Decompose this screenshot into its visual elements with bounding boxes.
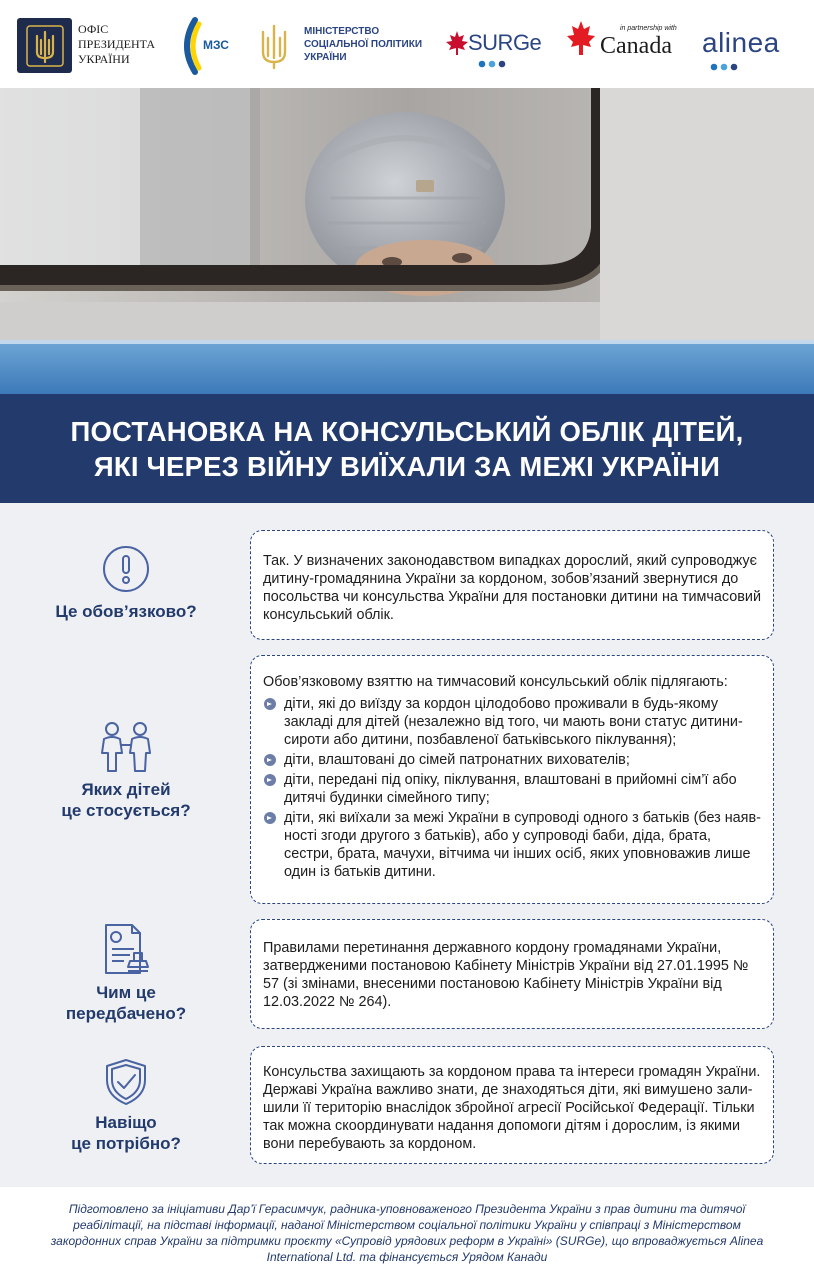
chevron-right-icon [264, 812, 276, 824]
answer-box-legal-basis [250, 919, 774, 1029]
section-label-why-needed [31, 1112, 221, 1154]
chevron-right-icon [264, 698, 276, 710]
section-label-which-children [31, 779, 221, 821]
office-president-line3: УКРАЇНИ [78, 52, 130, 66]
footer-credits: Підготовлено за ініціативи Дар’ї Герасимчук, радника-уповноваженого Президента України з прав дитини та дитячої реабілітації, на підставі інформації, наданої Міністерством соціальної політики України у співпраці з Міністерством закордонних справ України за підтримки проєкту «Супровід урядових реформ в Україні» (SURGe), що впроваджується Alinea International Ltd. та фінансується Урядом Канади [50, 1202, 764, 1264]
office-president-line1: ОФІС [78, 22, 109, 36]
children-criteria-list [263, 695, 761, 881]
canada-partnership-caption: in partnership with [620, 25, 677, 32]
list-item-text: діти, які до виїзду за кордон цілодобово проживали в будь-якому закладі для дітей (незалежно від того, чи мають вони статус дитини-сироти або дитини, позбавленої батьківського піклування); [284, 696, 743, 748]
list-item [263, 809, 761, 881]
ministry-social-line2: СОЦІАЛЬНОЇ ПОЛІТИКИ [304, 39, 423, 50]
alinea-logo-text: alinea [702, 27, 780, 58]
chevron-right-icon [264, 774, 276, 786]
footer [0, 1187, 814, 1280]
section-label-legal-basis [31, 982, 221, 1024]
section-label-legal-basis-line2: передбачено? [65, 1004, 187, 1023]
answer-box-mandatory [250, 530, 774, 640]
child-at-train-window-photo [0, 88, 814, 394]
trident-icon [17, 18, 72, 73]
answer-text-mandatory: Так. У визначених законодавством випадках дорослий, який супроводжує дитину-громадянина України за кордоном, зобов’язаний звернутися до посольства чи консульства України для постановки дитини на тимчасовий консульський облік. [263, 553, 762, 623]
partner-logos-bar [0, 0, 814, 88]
list-item-text: діти, передані під опіку, піклування, влаштовані в прийомні сім’ї або дитячі будинки сімейного типу; [284, 772, 737, 806]
answer-intro-which-children: Обов’язковому взяттю на тимчасовий консульський облік підлягають: [263, 674, 728, 690]
section-label-which-children-line1: Яких дітей [81, 780, 171, 799]
office-president-line2: ПРЕЗИДЕНТА [78, 37, 156, 51]
canada-wordmark: Canada [600, 33, 672, 59]
chevron-right-icon [264, 754, 276, 766]
answer-box-which-children [250, 655, 774, 904]
list-item [263, 771, 761, 807]
alinea-dots [710, 58, 740, 66]
list-item-text: діти, влаштовані до сімей патронатних вихователів; [284, 752, 630, 768]
list-item-text: діти, які виїхали за межі України в супроводі одного з батьків (без наявності згоди другого з батьків), або у супроводі баби, діда, брата, сестри, брата, мачухи, вітчима чи інших осіб, яких уповноважив лише один із батьків дитини. [284, 810, 761, 880]
children-icon [96, 721, 156, 778]
list-item [263, 695, 761, 749]
document-stamp-icon [100, 923, 154, 982]
office-president-logo-text [78, 22, 155, 67]
trident-icon [254, 22, 294, 70]
answer-text-why-needed: Консульства захищають за кордоном права та інтереси громадян України. Державі Україна важливо знати, де знаходяться діти, які вимушено залишили її територію внаслідок збройної агресії Російської Федерації. Тільки так можна скоординувати надання допомоги дітям і дорослим, із якими вони перебувають за кордоном. [263, 1064, 761, 1152]
maple-leaf-icon [566, 19, 596, 59]
surge-logo-text: SURGe [468, 30, 542, 55]
ministry-social-logo-text [304, 25, 422, 64]
exclamation-icon [102, 545, 150, 598]
ministry-social-line1: МІНІСТЕРСТВО [304, 26, 380, 37]
faq-content [0, 503, 814, 1187]
page-title-line2: ЯКІ ЧЕРЕЗ ВІЙНУ ВИЇХАЛИ ЗА МЕЖІ УКРАЇНИ [93, 450, 721, 482]
page-title [0, 394, 814, 503]
answer-box-why-needed [250, 1046, 774, 1164]
ministry-social-line3: УКРАЇНИ [304, 52, 347, 63]
section-label-mandatory: Це обов’язково? [55, 602, 197, 621]
section-label-why-needed-line1: Навіщо [95, 1113, 157, 1132]
shield-check-icon [105, 1058, 147, 1111]
section-label-legal-basis-line1: Чим це [96, 983, 156, 1002]
answer-text-legal-basis: Правилами перетинання державного кордону громадянами України, затвердженими постановою Кабінету Міністрів України від 27.01.1995 № 57 (зі змінами, внесеними постановою Кабінету Міністрів України від 12.03.2022 № 264). [263, 940, 749, 1010]
page-title-line1: ПОСТАНОВКА НА КОНСУЛЬСЬКИЙ ОБЛІК ДІТЕЙ, [70, 415, 744, 447]
section-label-which-children-line2: це стосується? [61, 801, 191, 820]
list-item [263, 751, 761, 769]
section-label-why-needed-line2: це потрібно? [71, 1134, 181, 1153]
surge-dots [478, 55, 518, 63]
mfa-logo-text: МЗС [203, 38, 229, 52]
